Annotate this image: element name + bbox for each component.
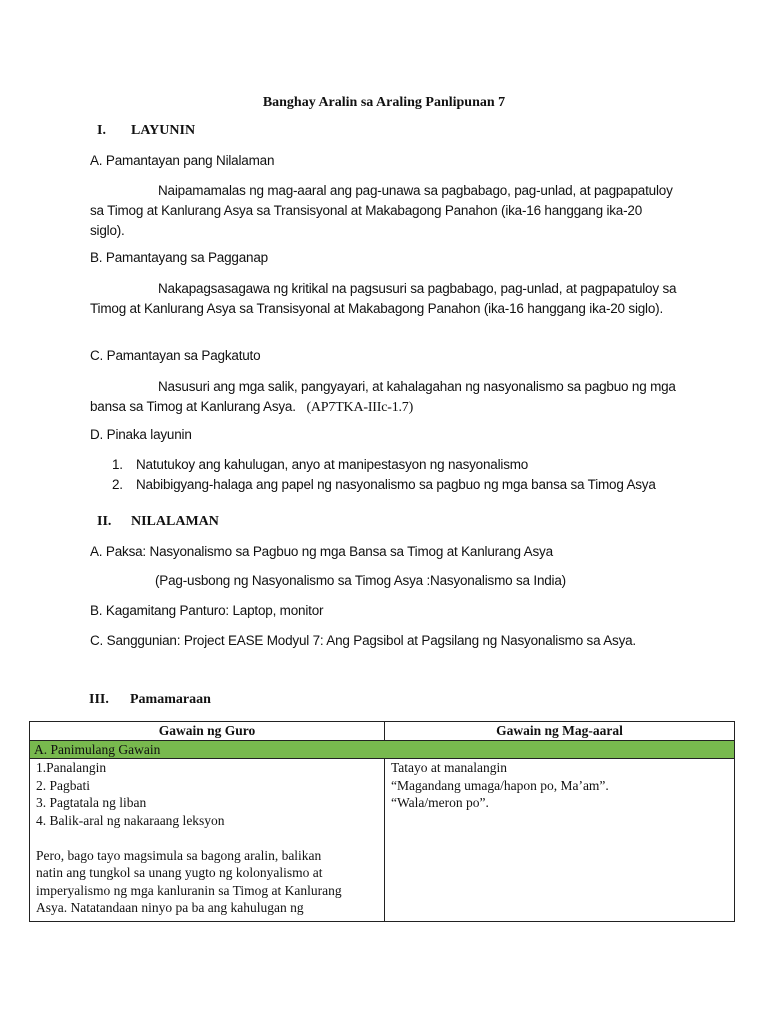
page-title: Banghay Aralin sa Araling Panlipunan 7 bbox=[262, 95, 506, 110]
section-label: LAYUNIN bbox=[131, 123, 196, 138]
column-header-guro: Gawain ng Guro bbox=[30, 722, 385, 741]
cell-line: natin ang tungkol sa unang yugto ng kolonyalismo at bbox=[36, 865, 323, 880]
paksa-subtopic: (Pag-usbong ng Nasyonalismo sa Timog Asya :Nasyonalismo sa India) bbox=[155, 573, 566, 588]
learning-code: (AP7TKA-IIIc-1.7) bbox=[306, 400, 414, 415]
list-item: 2. Nabibigyang-halaga ang papel ng nasyonalismo sa pagbuo ng mga bansa sa Timog Asya bbox=[112, 477, 656, 492]
cell-line: 2. Pagbati bbox=[36, 777, 90, 793]
cell-line: imperyalismo ng mga kanluranin sa Timog at Kanlurang bbox=[36, 882, 342, 898]
guro-cell bbox=[30, 759, 385, 922]
table-section-row bbox=[30, 741, 735, 759]
cell-line: 3. Pagtatala ng liban bbox=[36, 795, 147, 810]
column-header-magaaral: Gawain ng Mag-aaral bbox=[385, 722, 735, 741]
section-row-label: A. Panimulang Gawain bbox=[30, 741, 735, 759]
cell-line-blank bbox=[36, 829, 378, 847]
sanggunian-line: C. Sanggunian: Project EASE Modyul 7: Ang Pagsibol at Pagsilang ng Nasyonalismo sa Asya. bbox=[90, 633, 636, 648]
table-row bbox=[30, 759, 735, 922]
magaaral-cell bbox=[385, 759, 735, 922]
cell-line: 1.Panalangin bbox=[36, 760, 107, 775]
cell-line: “Wala/meron po”. bbox=[391, 795, 489, 810]
cell-line: Tatayo at manalangin bbox=[391, 760, 508, 775]
section-heading-pamamaraan bbox=[89, 692, 211, 708]
table-header-row bbox=[30, 722, 735, 741]
section-label: NILALAMAN bbox=[131, 514, 219, 529]
subheading-pinaka-layunin: D. Pinaka layunin bbox=[90, 427, 192, 442]
subheading-pamantayan-nilalaman: A. Pamantayan pang Nilalaman bbox=[90, 153, 275, 168]
subheading-pamantayan-pagganap: B. Pamantayang sa Pagganap bbox=[90, 250, 268, 265]
list-item: 1. Natutukoy ang kahulugan, anyo at manipestasyon ng nasyonalismo bbox=[112, 457, 529, 472]
activities-table bbox=[29, 721, 735, 922]
paragraph-pamantayan-pagganap: Nakapagsasagawa ng kritikal na pagsusuri sa pagbabago, pag-unlad, at pagpapatuloy sa Timog at Kanlurang Asya sa Transisyonal at Makabagong Panahon (ika-16 hanggang ika-20 siglo). bbox=[90, 281, 677, 316]
cell-line: Asya. Natatandaan ninyo pa ba ang kahulugan ng bbox=[36, 900, 304, 915]
section-heading-nilalaman bbox=[97, 514, 219, 530]
paragraph-pamantayan-pagkatuto bbox=[90, 377, 680, 418]
kagamitan-line: B. Kagamitang Panturo: Laptop, monitor bbox=[90, 603, 324, 618]
paksa-line: A. Paksa: Nasyonalismo sa Pagbuo ng mga Bansa sa Timog at Kanlurang Asya bbox=[90, 544, 553, 559]
paragraph-pamantayan-nilalaman: Naipamamalas ng mag-aaral ang pag-unawa sa pagbabago, pag-unlad, at pagpapatuloy sa Timog at Kanlurang Asya sa Transisyonal at Makabagong Panahon (ika-16 hanggang ika-20 siglo). bbox=[90, 183, 673, 238]
pagkatuto-text: Nasusuri ang mga salik, pangyayari, at kahalagahan ng nasyonalismo sa pagbuo ng mga bansa sa Timog at Kanlurang Asya. bbox=[90, 379, 676, 414]
subheading-pamantayan-pagkatuto: C. Pamantayan sa Pagkatuto bbox=[90, 348, 261, 363]
section-label: Pamamaraan bbox=[130, 692, 211, 707]
cell-line: “Magandang umaga/hapon po, Ma’am”. bbox=[391, 777, 609, 793]
objectives-list bbox=[112, 455, 656, 495]
cell-line: Pero, bago tayo magsimula sa bagong aralin, balikan bbox=[36, 847, 322, 863]
section-heading-layunin bbox=[97, 123, 195, 139]
section-number: III. bbox=[89, 692, 109, 707]
section-number: II. bbox=[97, 514, 112, 529]
cell-line: 4. Balik-aral ng nakaraang leksyon bbox=[36, 812, 225, 828]
section-number: I. bbox=[97, 123, 106, 138]
